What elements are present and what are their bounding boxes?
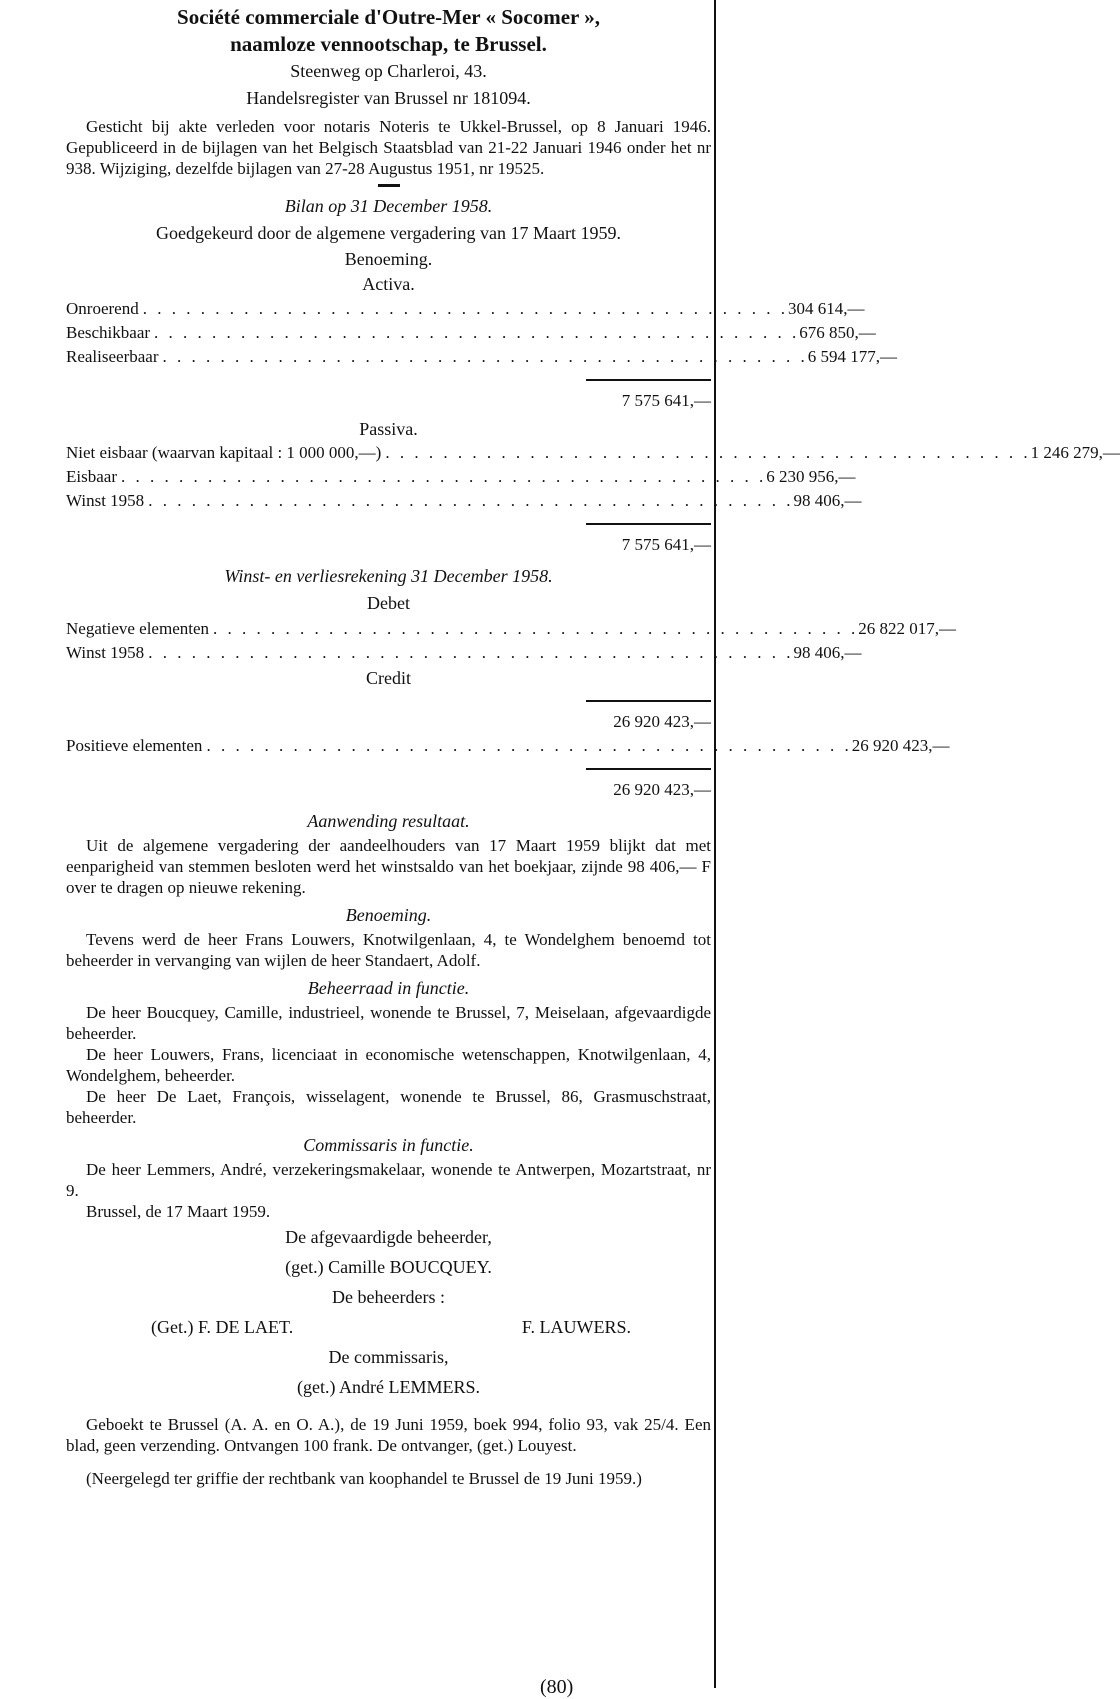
activa-table: [66, 297, 897, 369]
md-title: De afgevaardigde beheerder,: [285, 1227, 492, 1247]
row-label: Beschikbaar: [66, 323, 151, 342]
row-label: Winst 1958: [66, 643, 145, 662]
row-label: Realiseerbaar: [66, 347, 159, 366]
board-title: Beheerraad in functie.: [307, 978, 470, 998]
total-rule: [586, 523, 711, 525]
board-member: De heer De Laet, François, wisselagent, wonende te Brussel, 86, Grasmuschstraat, beheerder.: [66, 1087, 711, 1127]
directors-title: De beheerders :: [332, 1287, 445, 1307]
balance-heading: Benoeming.: [344, 249, 433, 269]
credit-total: 26 920 423,—: [613, 780, 711, 799]
row-value: 98 406,—: [793, 491, 862, 510]
debet-title: Debet: [367, 593, 410, 613]
md-signature: (get.) Camille BOUCQUEY.: [285, 1257, 492, 1277]
table-row: [66, 465, 856, 489]
founding-paragraph: Gesticht bij akte verleden voor notaris Noteris te Ukkel-Brussel, op 8 Januari 1946. Gepubliceerd in de bijlagen van het Belgisch Staatsblad van 21-22 Januari 1946 onder het nr 938. Wijziging, dezelfde bijlagen van 27-28 Augustus 1951, nr 19525.: [66, 117, 711, 178]
right-margin-rule: [714, 0, 716, 1688]
auditor-title: Commissaris in functie.: [303, 1135, 474, 1155]
row-value: 6 594 177,—: [807, 347, 897, 366]
leader-dots: . . . . . . . . . . . . . . . . . . . . . . . . . . . . . . . . . . . . . . . . . . . . .: [154, 323, 800, 342]
activa-title: Activa.: [362, 274, 415, 294]
leader-dots: . . . . . . . . . . . . . . . . . . . . . . . . . . . . . . . . . . . . . . . . . . . . .: [148, 491, 794, 510]
row-label: Onroerend: [66, 299, 139, 318]
leader-dots: . . . . . . . . . . . . . . . . . . . . . . . . . . . . . . . . . . . . . . . . . . . . .: [213, 619, 859, 638]
auditor-paragraph: De heer Lemmers, André, verzekeringsmakelaar, wonende te Antwerpen, Mozartstraat, nr 9.: [66, 1160, 711, 1200]
row-label: Positieve elementen: [66, 736, 203, 755]
table-row: [66, 297, 865, 321]
company-address: Steenweg op Charleroi, 43.: [290, 61, 487, 81]
result-paragraph: Uit de algemene vergadering der aandeelhouders van 17 Maart 1959 blijkt dat met eenparigheid van stemmen besloten werd het winstsaldo van het boekjaar, zijnde 98 406,— F over te dragen op nieuwe rekening.: [66, 836, 711, 897]
leader-dots: . . . . . . . . . . . . . . . . . . . . . . . . . . . . . . . . . . . . . . . . . . . . .: [142, 299, 788, 318]
table-row: [66, 617, 957, 641]
company-legal-form: naamloze vennootschap, te Brussel.: [230, 32, 547, 56]
leader-dots: . . . . . . . . . . . . . . . . . . . . . . . . . . . . . . . . . . . . . . . . . . . . .: [120, 467, 767, 486]
directors-signatures: [66, 1312, 711, 1342]
place-date: Brussel, de 17 Maart 1959.: [86, 1202, 271, 1221]
appointment-paragraph: Tevens werd de heer Frans Louwers, Knotwilgenlaan, 4, te Wondelghem benoemd tot beheerder in vervanging van wijlen de heer Standaert, Adolf.: [66, 930, 711, 970]
row-label: Negatieve elementen: [66, 619, 210, 638]
filing-paragraph: (Neergelegd ter griffie der rechtbank van koophandel te Brussel de 19 Juni 1959.): [86, 1469, 642, 1488]
row-value: 26 920 423,—: [851, 736, 950, 755]
separator-dash: [378, 184, 400, 187]
leader-dots: . . . . . . . . . . . . . . . . . . . . . . . . . . . . . . . . . . . . . . . . . . . . .: [148, 643, 794, 662]
debet-table: [66, 617, 957, 665]
debet-total: 26 920 423,—: [613, 712, 711, 731]
appointment-title: Benoeming.: [345, 905, 432, 925]
director-signature: (Get.) F. DE LAET.: [151, 1317, 294, 1337]
result-title: Aanwending resultaat.: [307, 811, 470, 831]
balance-title: Bilan op 31 December 1958.: [284, 196, 493, 216]
row-value: 676 850,—: [799, 323, 876, 342]
row-value: 304 614,—: [787, 299, 865, 318]
row-value: 98 406,—: [793, 643, 862, 662]
passiva-total: 7 575 641,—: [621, 535, 711, 554]
credit-title: Credit: [366, 668, 411, 688]
passiva-table: [66, 441, 1120, 513]
row-value: 6 230 956,—: [766, 467, 856, 486]
director-signature: F. LAUWERS.: [521, 1317, 631, 1337]
row-label: Winst 1958: [66, 491, 145, 510]
credit-table: [66, 734, 950, 758]
table-row: [66, 734, 950, 758]
board-member: De heer Boucquey, Camille, industrieel, wonende te Brussel, 7, Meiselaan, afgevaardigde beheerder.: [66, 1003, 711, 1043]
row-label: Niet eisbaar (waarvan kapitaal : 1 000 000,—): [66, 443, 382, 462]
board-member: De heer Louwers, Frans, licenciaat in economische wetenschappen, Knotwilgenlaan, 4, Wondelghem, beheerder.: [66, 1045, 711, 1085]
trade-register: Handelsregister van Brussel nr 181094.: [246, 88, 531, 108]
table-row: [66, 489, 862, 513]
page-number: (80): [540, 1676, 574, 1698]
activa-total: 7 575 641,—: [621, 391, 711, 410]
total-rule: [586, 768, 711, 770]
leader-dots: . . . . . . . . . . . . . . . . . . . . . . . . . . . . . . . . . . . . . . . . . . . . .: [162, 347, 808, 366]
leader-dots: . . . . . . . . . . . . . . . . . . . . . . . . . . . . . . . . . . . . . . . . . . . . .: [385, 443, 1031, 462]
table-row: [66, 641, 862, 665]
table-row: [66, 321, 876, 345]
total-rule: [586, 379, 711, 381]
company-name: Société commerciale d'Outre-Mer « Socomer »,: [177, 5, 600, 29]
document-page: [66, 4, 1120, 1489]
auditor-signature: (get.) André LEMMERS.: [297, 1377, 480, 1397]
row-value: 26 822 017,—: [858, 619, 957, 638]
row-value: 1 246 279,—: [1030, 443, 1120, 462]
auditor-sign-title: De commissaris,: [328, 1347, 449, 1367]
row-label: Eisbaar: [66, 467, 117, 486]
passiva-title: Passiva.: [359, 419, 418, 439]
balance-approval: Goedgekeurd door de algemene vergadering van 17 Maart 1959.: [155, 223, 621, 243]
pl-title: Winst- en verliesrekening 31 December 1958.: [224, 566, 553, 586]
leader-dots: . . . . . . . . . . . . . . . . . . . . . . . . . . . . . . . . . . . . . . . . . . . . .: [206, 736, 852, 755]
table-row: [66, 345, 897, 369]
registration-paragraph: Geboekt te Brussel (A. A. en O. A.), de 19 Juni 1959, boek 994, folio 93, vak 25/4. Een blad, geen verzending. Ontvangen 100 frank. De ontvanger, (get.) Louyest.: [66, 1415, 711, 1455]
total-rule: [586, 700, 711, 702]
table-row: [66, 441, 1120, 465]
